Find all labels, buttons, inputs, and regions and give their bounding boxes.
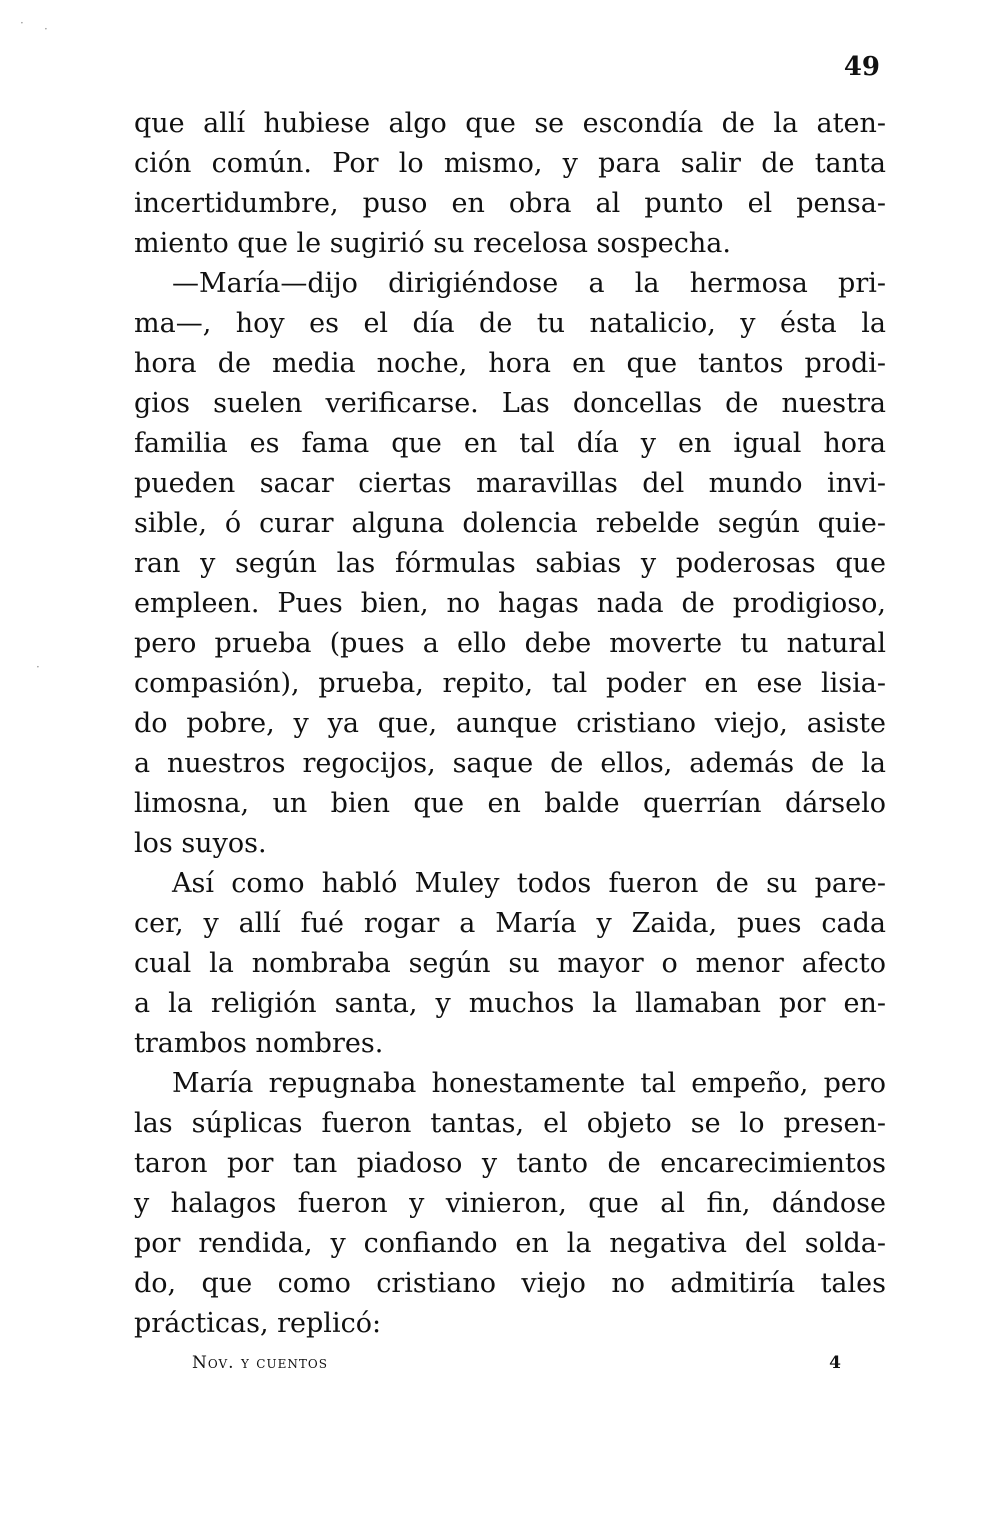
text-line: taron por tan piadoso y tanto de encarecimientos [134, 1148, 886, 1179]
text-line: gios suelen verificarse. Las doncellas de nuestra [134, 388, 886, 419]
body-text [134, 104, 886, 1344]
paragraph [134, 264, 886, 864]
text-line: ción común. Por lo mismo, y para salir de tanta [134, 148, 886, 179]
text-line: sible, ó curar alguna dolencia rebelde según quie- [134, 508, 886, 539]
footer-sheet-number: 4 [829, 1353, 842, 1373]
paragraph [134, 104, 886, 264]
text-line: las súplicas fueron tantas, el objeto se lo presen- [134, 1108, 886, 1139]
text-line: do pobre, y ya que, aunque cristiano viejo, asiste [134, 708, 886, 739]
text-line: y halagos fueron y vinieron, que al fin, dándose [134, 1188, 886, 1219]
text-line: prácticas, replicó: [134, 1308, 382, 1339]
paragraph [134, 864, 886, 1064]
page-footer [192, 1353, 842, 1383]
text-line: a nuestros regocijos, saque de ellos, además de la [134, 748, 886, 779]
text-line: cer, y allí fué rogar a María y Zaida, pues cada [134, 908, 886, 939]
text-line: empleen. Pues bien, no hagas nada de prodigioso, [134, 588, 886, 619]
text-line: cual la nombraba según su mayor o menor afecto [134, 948, 886, 979]
text-line: hora de media noche, hora en que tantos prodi- [134, 348, 886, 379]
text-line: compasión), prueba, repito, tal poder en ese lisia- [134, 668, 886, 699]
text-line: do, que como cristiano viejo no admitiría tales [134, 1268, 886, 1299]
scan-speck: · [44, 22, 48, 36]
text-line: que allí hubiese algo que se escondía de la aten- [134, 108, 886, 139]
text-line: por rendida, y confiando en la negativa del solda- [134, 1228, 886, 1259]
text-line: pero prueba (pues a ello debe moverte tu natural [134, 628, 886, 659]
text-line: pueden sacar ciertas maravillas del mundo invi- [134, 468, 886, 499]
text-line: Así como habló Muley todos fueron de su pare- [172, 868, 886, 899]
text-line: limosna, un bien que en balde querrían dárselo [134, 788, 886, 819]
text-line: trambos nombres. [134, 1028, 384, 1059]
text-line: familia es fama que en tal día y en igual hora [134, 428, 886, 459]
footer-signature: Nov. y cuentos [192, 1353, 328, 1373]
text-line: miento que le sugirió su recelosa sospecha. [134, 228, 731, 259]
scan-speck: · [36, 660, 40, 674]
text-line: a la religión santa, y muchos la llamaban por en- [134, 988, 886, 1019]
paragraph [134, 1064, 886, 1344]
text-line: ran y según las fórmulas sabias y poderosas que [134, 548, 886, 579]
text-line: los suyos. [134, 828, 267, 859]
text-line: María repugnaba honestamente tal empeño, pero [172, 1068, 886, 1099]
scan-speck: · [20, 16, 24, 30]
page-number: 49 [843, 52, 880, 82]
text-line: incertidumbre, puso en obra al punto el pensa- [134, 188, 886, 219]
text-line: ma—, hoy es el día de tu natalicio, y ésta la [134, 308, 886, 339]
text-line: —María—dijo dirigiéndose a la hermosa pri- [172, 268, 886, 299]
